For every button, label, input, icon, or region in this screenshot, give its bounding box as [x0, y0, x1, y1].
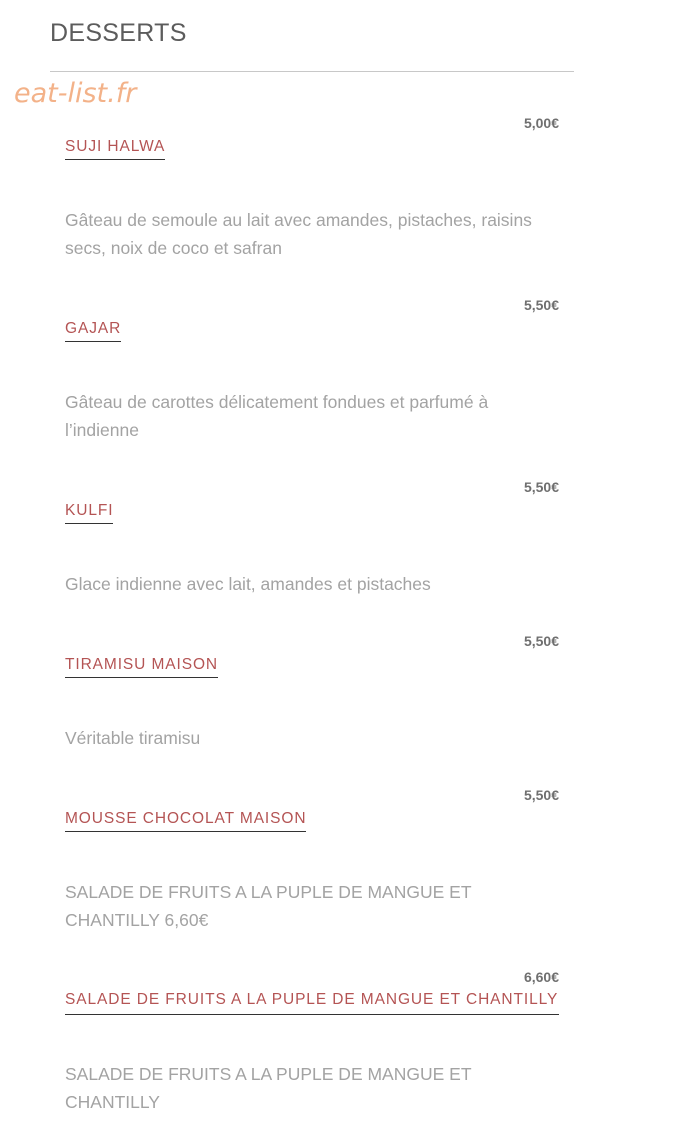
section-divider: [50, 71, 574, 72]
item-price: 5,50€: [523, 479, 559, 495]
item-price: 5,50€: [523, 297, 559, 313]
item-price: 5,50€: [523, 787, 559, 803]
item-price: 5,00€: [523, 115, 559, 131]
item-description: Véritable tiramisu: [65, 728, 201, 748]
item-name-link[interactable]: SALADE DE FRUITS A LA PUPLE DE MANGUE ET CHANTILLY: [65, 988, 559, 1015]
item-description: Gâteau de semoule au lait avec amandes, pistaches, raisins secs, noix de coco et safran: [65, 210, 532, 258]
item-name-link[interactable]: MOUSSE CHOCOLAT MAISON: [65, 810, 306, 832]
item-price: 6,60€: [523, 969, 559, 985]
item-description: Gâteau de carottes délicatement fondues et parfumé à l’indienne: [65, 392, 489, 440]
item-price: 5,50€: [523, 633, 559, 649]
section-title: DESSERTS: [50, 19, 187, 47]
item-name-link[interactable]: TIRAMISU MAISON: [65, 656, 218, 678]
watermark-logo: eat-list.fr: [14, 78, 137, 109]
item-description: SALADE DE FRUITS A LA PUPLE DE MANGUE ET CHANTILLY: [65, 1064, 472, 1112]
item-description: SALADE DE FRUITS A LA PUPLE DE MANGUE ET CHANTILLY 6,60€: [65, 882, 472, 930]
item-description: Glace indienne avec lait, amandes et pistaches: [65, 574, 431, 594]
item-name-link[interactable]: GAJAR: [65, 320, 121, 342]
item-name-link[interactable]: KULFI: [65, 502, 113, 524]
item-name-link[interactable]: SUJI HALWA: [65, 138, 165, 160]
